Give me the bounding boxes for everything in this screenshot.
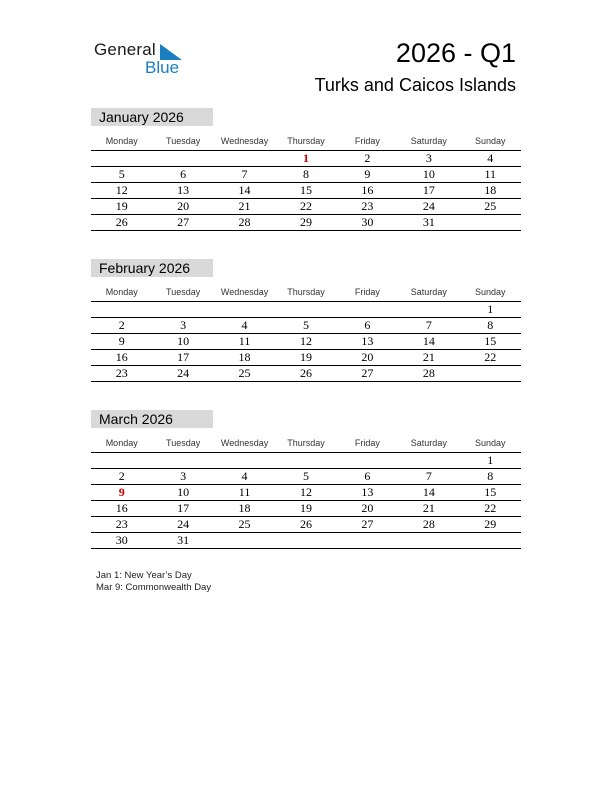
- weekday-header: Thursday: [287, 287, 325, 297]
- week-row: [91, 167, 521, 183]
- day-cell: 25: [238, 517, 251, 531]
- day-cell: [91, 453, 152, 468]
- day-cell: 24: [177, 366, 190, 380]
- day-cell: 13: [361, 334, 374, 348]
- day-cell: 12: [299, 334, 312, 348]
- weekday-header: Wednesday: [220, 287, 269, 297]
- day-cell: 16: [115, 350, 128, 364]
- day-cell: 19: [299, 501, 312, 515]
- day-cell: 15: [299, 183, 312, 197]
- week-row: [91, 199, 521, 215]
- day-cell: [460, 533, 521, 548]
- week-row: [91, 318, 521, 334]
- weekday-header: Sunday: [474, 136, 506, 146]
- day-cell: [152, 453, 213, 468]
- logo-general-text: General: [94, 40, 156, 59]
- day-cell: [275, 453, 336, 468]
- day-cell: 9: [118, 334, 125, 348]
- day-cell: 22: [484, 350, 497, 364]
- day-cell: [275, 302, 336, 317]
- day-cell: 30: [115, 533, 128, 547]
- day-cell: 4: [487, 151, 494, 165]
- weekday-header: Thursday: [287, 136, 325, 146]
- day-cell: 11: [238, 334, 251, 348]
- month-label: January 2026: [91, 108, 213, 126]
- day-cell: 20: [361, 501, 374, 515]
- week-row: [91, 334, 521, 350]
- week-row: [91, 301, 521, 318]
- day-cell: 2: [118, 318, 125, 332]
- day-cell: 7: [425, 318, 432, 332]
- day-cell: 8: [487, 469, 494, 483]
- day-cell: 21: [422, 501, 435, 515]
- week-row: [91, 501, 521, 517]
- month-february: [91, 259, 521, 382]
- day-cell: 12: [115, 183, 128, 197]
- week-row: [91, 350, 521, 366]
- day-cell: [214, 302, 275, 317]
- day-cell: [91, 302, 152, 317]
- month-label: March 2026: [91, 410, 213, 428]
- logo: [94, 40, 204, 80]
- day-cell: 27: [177, 215, 190, 229]
- day-cell: 10: [177, 485, 190, 499]
- weekday-header-row: [91, 435, 521, 452]
- day-cell: 3: [180, 318, 187, 332]
- day-cell: 29: [299, 215, 312, 229]
- weekday-header: Wednesday: [220, 438, 269, 448]
- day-cell: 18: [238, 501, 251, 515]
- weekday-header: Saturday: [410, 438, 447, 448]
- day-cell: 17: [177, 350, 190, 364]
- day-cell: 14: [422, 334, 435, 348]
- day-cell: 22: [299, 199, 312, 213]
- day-cell: 13: [361, 485, 374, 499]
- day-cell: 31: [177, 533, 190, 547]
- day-cell: [275, 533, 336, 548]
- week-row: [91, 215, 521, 231]
- day-cell: 6: [180, 167, 187, 181]
- day-cell: 11: [484, 167, 497, 181]
- weekday-header: Monday: [105, 438, 138, 448]
- day-cell: 29: [484, 517, 497, 531]
- day-cell: 5: [302, 318, 309, 332]
- month-label: February 2026: [91, 259, 213, 277]
- day-cell: 4: [241, 318, 248, 332]
- day-cell: [214, 453, 275, 468]
- day-cell: 15: [484, 485, 497, 499]
- weekday-header-row: [91, 284, 521, 301]
- day-cell: 11: [238, 485, 251, 499]
- day-cell: [152, 302, 213, 317]
- day-cell: [152, 151, 213, 166]
- weekday-header: Saturday: [410, 287, 447, 297]
- day-cell: 10: [177, 334, 190, 348]
- day-cell: 19: [299, 350, 312, 364]
- day-cell: 31: [422, 215, 435, 229]
- weekday-header: Friday: [354, 287, 380, 297]
- day-cell: 26: [115, 215, 128, 229]
- day-cell: 5: [118, 167, 125, 181]
- week-row: [91, 533, 521, 549]
- day-cell: [460, 366, 521, 381]
- day-cell: [398, 453, 459, 468]
- day-cell: 14: [238, 183, 251, 197]
- week-row: [91, 183, 521, 199]
- day-cell: 13: [177, 183, 190, 197]
- day-cell: 22: [484, 501, 497, 515]
- weekday-header: Tuesday: [166, 287, 201, 297]
- country-name: Turks and Caicos Islands: [314, 75, 516, 95]
- day-cell: 25: [238, 366, 251, 380]
- day-cell: [398, 302, 459, 317]
- day-cell: 5: [302, 469, 309, 483]
- day-cell: [398, 533, 459, 548]
- day-cell: 17: [422, 183, 435, 197]
- day-cell: 3: [180, 469, 187, 483]
- week-row: [91, 366, 521, 382]
- day-cell: 21: [238, 199, 251, 213]
- day-cell: 28: [422, 517, 435, 531]
- holiday-note: Jan 1: New Year’s Day: [96, 570, 192, 581]
- day-cell: 26: [299, 517, 312, 531]
- weekday-header: Saturday: [410, 136, 447, 146]
- holiday-note: Mar 9: Commonwealth Day: [96, 582, 212, 593]
- holiday-day-cell: 9: [118, 485, 125, 499]
- weekday-header: Tuesday: [166, 136, 201, 146]
- week-row: [91, 452, 521, 469]
- day-cell: 16: [361, 183, 374, 197]
- day-cell: [91, 151, 152, 166]
- month-march: [91, 410, 521, 549]
- day-cell: 20: [177, 199, 190, 213]
- month-january: [91, 108, 521, 231]
- weekday-header: Tuesday: [166, 438, 201, 448]
- day-cell: 2: [118, 469, 125, 483]
- weekday-header-row: [91, 133, 521, 150]
- weekday-header: Wednesday: [220, 136, 269, 146]
- day-cell: 6: [364, 469, 371, 483]
- day-cell: 16: [115, 501, 128, 515]
- day-cell: 26: [299, 366, 312, 380]
- day-cell: 14: [422, 485, 435, 499]
- holiday-day-cell: 1: [302, 151, 309, 165]
- day-cell: 25: [484, 199, 497, 213]
- week-row: [91, 150, 521, 167]
- day-cell: 9: [364, 167, 371, 181]
- day-cell: 17: [177, 501, 190, 515]
- day-cell: 18: [484, 183, 497, 197]
- weekday-header: Friday: [354, 438, 380, 448]
- day-cell: 20: [361, 350, 374, 364]
- week-row: [91, 469, 521, 485]
- day-cell: 1: [487, 302, 494, 316]
- day-cell: 23: [115, 517, 128, 531]
- day-cell: [214, 151, 275, 166]
- day-cell: 27: [361, 517, 374, 531]
- day-cell: [337, 302, 398, 317]
- day-cell: 15: [484, 334, 497, 348]
- day-cell: 12: [299, 485, 312, 499]
- day-cell: 2: [364, 151, 371, 165]
- day-cell: 6: [364, 318, 371, 332]
- page-title: 2026 - Q1: [395, 38, 516, 68]
- day-cell: 8: [487, 318, 494, 332]
- weekday-header: Sunday: [474, 438, 506, 448]
- day-cell: 18: [238, 350, 251, 364]
- day-cell: 8: [302, 167, 309, 181]
- day-cell: 27: [361, 366, 374, 380]
- day-cell: [337, 533, 398, 548]
- day-cell: 7: [241, 167, 248, 181]
- day-cell: 7: [425, 469, 432, 483]
- weekday-header: Thursday: [287, 438, 325, 448]
- day-cell: 21: [422, 350, 435, 364]
- weekday-header: Sunday: [474, 287, 506, 297]
- day-cell: 24: [422, 199, 435, 213]
- day-cell: 28: [422, 366, 435, 380]
- day-cell: 24: [177, 517, 190, 531]
- weekday-header: Friday: [354, 136, 380, 146]
- day-cell: 3: [425, 151, 432, 165]
- day-cell: [460, 215, 521, 230]
- day-cell: 10: [422, 167, 435, 181]
- weekday-header: Monday: [105, 136, 138, 146]
- holiday-notes: [96, 570, 211, 594]
- week-row: [91, 517, 521, 533]
- day-cell: 28: [238, 215, 251, 229]
- day-cell: 4: [241, 469, 248, 483]
- day-cell: 30: [361, 215, 374, 229]
- day-cell: 19: [115, 199, 128, 213]
- weekday-header: Monday: [105, 287, 138, 297]
- day-cell: [214, 533, 275, 548]
- day-cell: [337, 453, 398, 468]
- day-cell: 23: [115, 366, 128, 380]
- day-cell: 23: [361, 199, 374, 213]
- day-cell: 1: [487, 453, 494, 467]
- week-row: [91, 485, 521, 501]
- logo-blue-text: Blue: [145, 58, 180, 77]
